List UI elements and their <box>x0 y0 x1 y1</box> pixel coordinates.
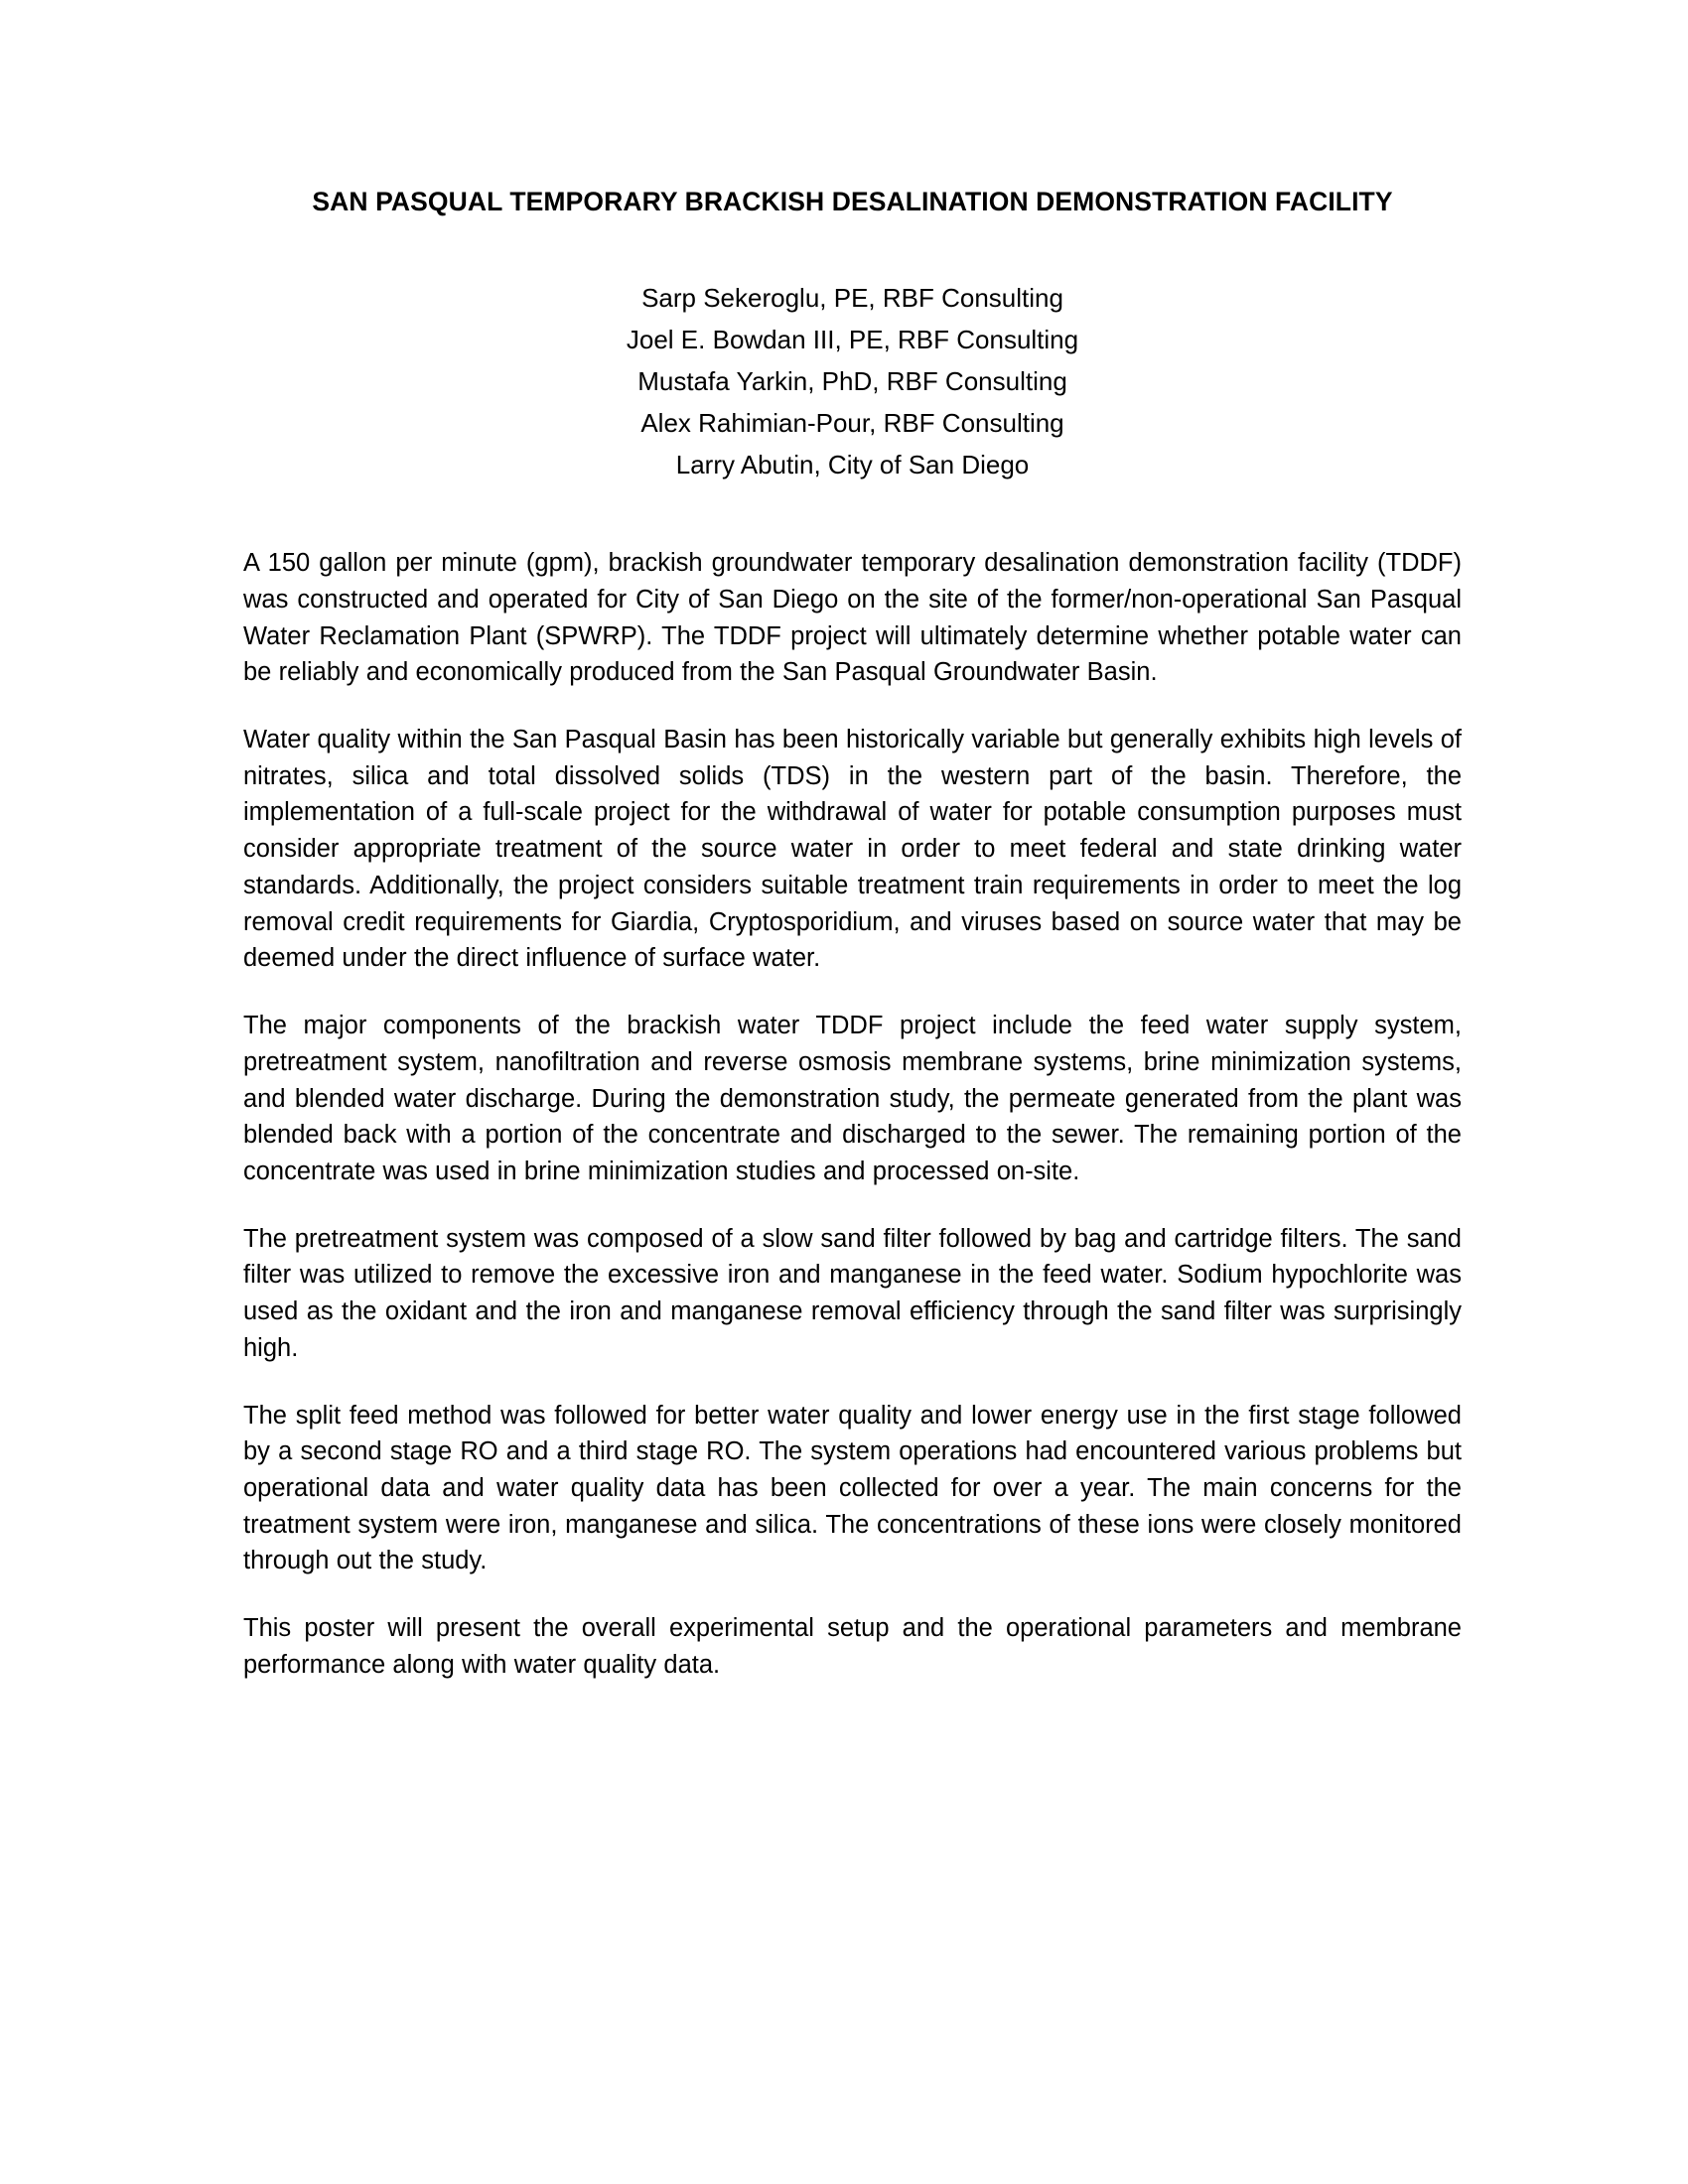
paragraph: This poster will present the overall experimental setup and the operational parameters and membrane performance along with water quality data. <box>243 1614 1462 1679</box>
author-line: Joel E. Bowdan III, PE, RBF Consulting <box>626 324 1079 354</box>
paragraph: Water quality within the San Pasqual Basin has been historically variable but generally exhibits high levels of nitrates, silica and total dissolved solids (TDS) in the western part of the basin. Therefore, the implementation of a full-scale project for the withdrawal of water for potable consumption purposes must consider appropriate treatment of the source water in order to meet federal and state drinking water standards. Additionally, the project considers suitable treatment train requirements in order to meet the log removal credit requirements for Giardia, Cryptosporidium, and viruses based on source water that may be deemed under the direct influence of surface water. <box>243 726 1462 973</box>
author-line: Alex Rahimian-Pour, RBF Consulting <box>640 407 1064 438</box>
page-title: SAN PASQUAL TEMPORARY BRACKISH DESALINATION DEMONSTRATION FACILITY <box>312 187 1393 216</box>
paragraph: The split feed method was followed for better water quality and lower energy use in the first stage followed by a second stage RO and a third stage RO. The system operations had encountered various problems but operational data and water quality data has been collected for over a year. The main concerns for the treatment system were iron, manganese and silica. The concentrations of these ions were closely monitored through out the study. <box>243 1401 1462 1575</box>
author-line: Mustafa Yarkin, PhD, RBF Consulting <box>637 365 1067 396</box>
abstract-body <box>243 545 1462 1683</box>
paragraph: The major components of the brackish water TDDF project include the feed water supply system, pretreatment system, nanofiltration and reverse osmosis membrane systems, brine minimization systems, and blended water discharge. During the demonstration study, the permeate generated from the plant was blended back with a portion of the concentrate and discharged to the sewer. The remaining portion of the concentrate was used in brine minimization studies and processed on-site. <box>243 1012 1462 1185</box>
author-line: Sarp Sekeroglu, PE, RBF Consulting <box>641 282 1063 313</box>
author-line: Larry Abutin, City of San Diego <box>675 450 1030 480</box>
paragraph: The pretreatment system was composed of a slow sand filter followed by bag and cartridge filters. The sand filter was utilized to remove the excessive iron and manganese in the feed water. Sodium hypochlorite was used as the oxidant and the iron and manganese removal efficiency through the sand filter was surprisingly high. <box>243 1224 1462 1362</box>
author-list <box>243 277 1462 486</box>
paragraph: A 150 gallon per minute (gpm), brackish groundwater temporary desalination demonstration facility (TDDF) was constructed and operated for City of San Diego on the site of the former/non-operational San Pasqual Water Reclamation Plant (SPWRP). The TDDF project will ultimately determine whether potable water can be reliably and economically produced from the San Pasqual Groundwater Basin. <box>243 549 1462 687</box>
